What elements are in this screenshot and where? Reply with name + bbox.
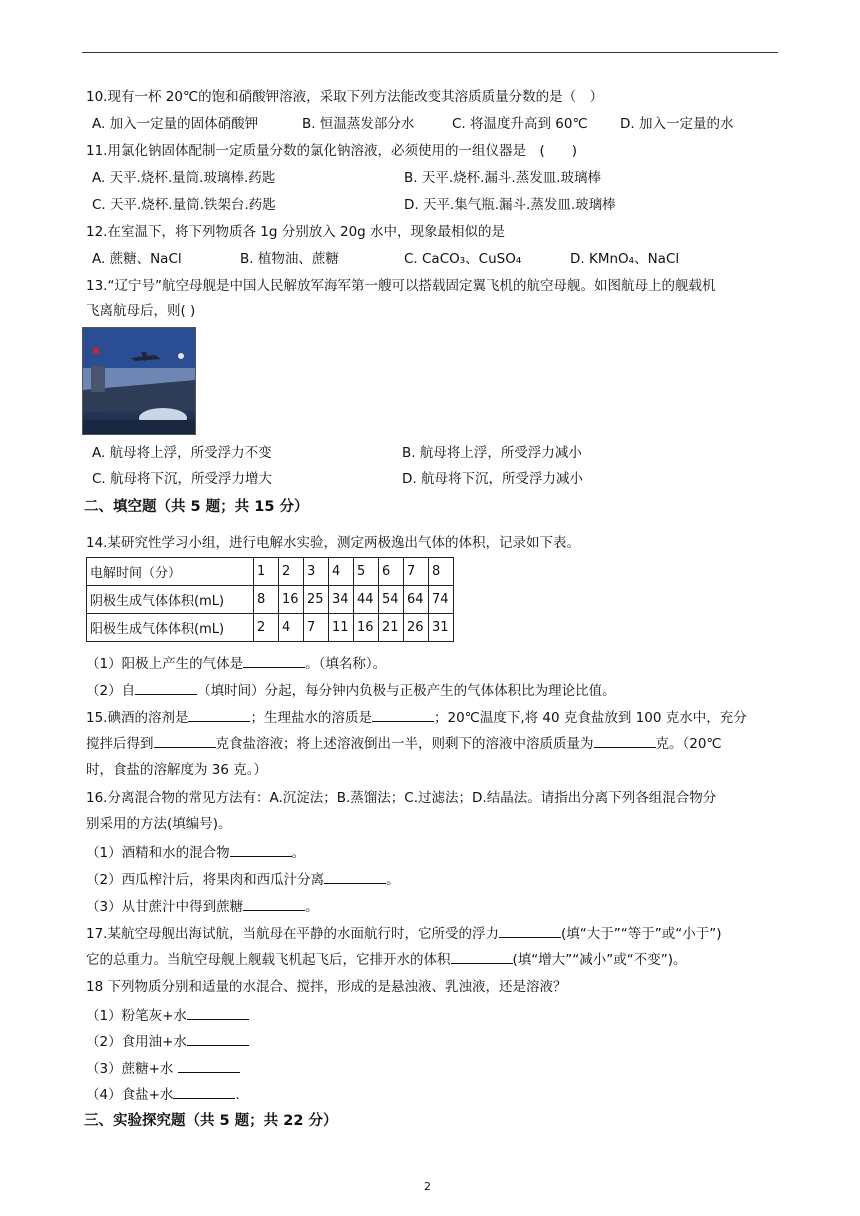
table-cell: 3: [304, 558, 329, 586]
q18-item-text: （4）食盐+水: [86, 1087, 174, 1103]
q14-sub-1-tail: 。（填名称）。: [305, 656, 387, 672]
q18-item-end: .: [235, 1087, 240, 1103]
question-17-line2: [86, 950, 687, 969]
electrolysis-table: [86, 557, 454, 642]
table-row-label: 阴极生成气体体积(mL): [87, 586, 254, 614]
q18-item-1: [86, 1006, 249, 1025]
answer-blank[interactable]: [173, 1085, 235, 1099]
q14-sub-2-tail: （填时间）分起，每分钟内负极与正极产生的气体体积比为理论比值。: [197, 683, 616, 699]
q17-text: 17.某航空母舰出海试航，当航母在平静的水面航行时，它所受的浮力: [86, 926, 499, 942]
q15-text: 搅拌后得到: [86, 736, 154, 752]
answer-blank[interactable]: [451, 950, 513, 964]
question-17-line1: [86, 924, 721, 943]
q10-option-a: A. 加入一定量的固体硝酸钾: [92, 116, 259, 132]
table-cell: 16: [279, 586, 304, 614]
q15-text: ；生理盐水的溶质是: [250, 710, 372, 726]
table-cell: 7: [404, 558, 429, 586]
q13-option-b: B. 航母将上浮，所受浮力减小: [402, 445, 582, 461]
q11-option-b: B. 天平.烧杯.漏斗.蒸发皿.玻璃棒: [404, 170, 602, 186]
table-cell: 31: [429, 614, 454, 642]
q18-item-text: （3）蔗糖+水: [86, 1061, 178, 1077]
question-13-stem-line1: 13.“辽宁号”航空母舰是中国人民解放军海军第一艘可以搭载固定翼飞机的航空母舰。如图航母上的舰载机: [86, 278, 716, 294]
section-2-title: 二、填空题（共 5 题；共 15 分）: [84, 499, 309, 515]
q17-text: (填“增大”“减小”或“不变”)。: [512, 952, 687, 968]
answer-blank[interactable]: [594, 734, 656, 748]
q16-sub-end: 。: [305, 899, 319, 915]
table-row: [87, 558, 454, 586]
q16-sub-2: [86, 870, 400, 889]
aircraft-carrier-photo: [82, 327, 196, 435]
q16-sub-1-text: （1）酒精和水的混合物: [86, 845, 230, 861]
q17-text: 它的总重力。当航空母舰上舰载飞机起飞后，它排开水的体积: [86, 952, 451, 968]
q13-option-a: A. 航母将上浮，所受浮力不变: [92, 445, 272, 461]
q12-option-a: A. 蔗糖、NaCl: [92, 251, 182, 267]
table-cell: 11: [329, 614, 354, 642]
q16-sub-1: [86, 843, 305, 862]
question-12-stem: 12.在室温下，将下列物质各 1g 分别放入 20g 水中，现象最相似的是: [86, 224, 506, 240]
question-15-line1: [86, 708, 747, 727]
q18-item-4: [86, 1085, 240, 1104]
table-row: [87, 586, 454, 614]
answer-blank[interactable]: [187, 1006, 249, 1020]
header-rule: [82, 52, 778, 53]
q16-sub-3: [86, 897, 319, 916]
table-cell: 64: [404, 586, 429, 614]
table-cell: 21: [379, 614, 404, 642]
question-10-stem: 10.现有一杯 20℃的饱和硝酸钾溶液，采取下列方法能改变其溶质质量分数的是（ ）: [86, 89, 604, 105]
q15-text: 15.碘酒的溶剂是: [86, 710, 189, 726]
table-cell: 4: [329, 558, 354, 586]
question-18-stem: 18 下列物质分别和适量的水混合、搅拌，形成的是悬浊液、乳浊液，还是溶液？: [86, 979, 567, 995]
answer-blank[interactable]: [188, 708, 250, 722]
page-number: 2: [424, 1180, 431, 1193]
answer-blank[interactable]: [499, 924, 561, 938]
table-cell: 34: [329, 586, 354, 614]
table-cell: 26: [404, 614, 429, 642]
answer-blank[interactable]: [372, 708, 434, 722]
section-3-title: 三、实验探究题（共 5 题；共 22 分）: [84, 1113, 338, 1129]
table-cell: 44: [354, 586, 379, 614]
q16-sub-end: 。: [386, 872, 400, 888]
table-cell: 7: [304, 614, 329, 642]
q15-text: 克。（20℃: [655, 736, 722, 752]
table-cell: 4: [279, 614, 304, 642]
table-cell: 1: [254, 558, 279, 586]
answer-blank[interactable]: [230, 843, 292, 857]
q16-sub-3-text: （3）从甘蔗汁中得到蔗糖: [86, 899, 244, 915]
q12-option-d: D. KMnO₄、NaCl: [570, 251, 680, 267]
q18-item-2: [86, 1032, 249, 1051]
q18-item-3: [86, 1059, 240, 1078]
table-row-label: 电解时间（分）: [87, 558, 254, 586]
q15-text: 克食盐溶液；将上述溶液倒出一半，则剩下的溶液中溶质质量为: [215, 736, 594, 752]
q15-text: ；20℃温度下,将 40 克食盐放到 100 克水中，充分: [433, 710, 747, 726]
question-15-line3: 时，食盐的溶解度为 36 克。）: [86, 762, 268, 778]
table-cell: 25: [304, 586, 329, 614]
q14-sub-1: [86, 654, 386, 673]
answer-blank[interactable]: [243, 654, 305, 668]
table-cell: 2: [279, 558, 304, 586]
answer-blank[interactable]: [243, 897, 305, 911]
table-cell: 16: [354, 614, 379, 642]
q17-text: (填“大于”“等于”或“小于”): [560, 926, 722, 942]
table-cell: 6: [379, 558, 404, 586]
q11-option-d: D. 天平.集气瓶.漏斗.蒸发皿.玻璃棒: [404, 197, 616, 213]
q14-sub-1-text: （1）阳极上产生的气体是: [86, 656, 244, 672]
q18-item-text: （1）粉笔灰+水: [86, 1008, 187, 1024]
q12-option-b: B. 植物油、蔗糖: [240, 251, 339, 267]
q16-sub-2-text: （2）西瓜榨汁后，将果肉和西瓜汁分离: [86, 872, 325, 888]
table-cell: 74: [429, 586, 454, 614]
answer-blank[interactable]: [187, 1032, 249, 1046]
question-16-stem-line1: 16.分离混合物的常见方法有：A.沉淀法；B.蒸馏法；C.过滤法；D.结晶法。请指出分离下列各组混合物分: [86, 790, 717, 806]
q11-option-a: A. 天平.烧杯.量筒.玻璃棒.药匙: [92, 170, 276, 186]
q10-option-c: C. 将温度升高到 60℃: [452, 116, 588, 132]
answer-blank[interactable]: [324, 870, 386, 884]
question-15-line2: [86, 734, 722, 753]
q18-item-text: （2）食用油+水: [86, 1034, 187, 1050]
q16-sub-end: 。: [291, 845, 306, 861]
q11-option-c: C. 天平.烧杯.量筒.铁架台.药匙: [92, 197, 276, 213]
q13-option-c: C. 航母将下沉，所受浮力增大: [92, 471, 273, 487]
question-13-stem-line2: 飞离航母后，则( ): [86, 303, 196, 319]
question-11-stem: 11.用氯化钠固体配制一定质量分数的氯化钠溶液，必须使用的一组仪器是 ( ): [86, 143, 578, 159]
question-16-stem-line2: 别采用的方法(填编号)。: [86, 816, 232, 832]
answer-blank[interactable]: [178, 1059, 240, 1073]
answer-blank[interactable]: [135, 681, 197, 695]
q14-sub-2-text: （2）自: [86, 683, 136, 699]
q13-option-d: D. 航母将下沉，所受浮力减小: [402, 471, 583, 487]
table-cell: 54: [379, 586, 404, 614]
q14-sub-2: [86, 681, 616, 700]
table-cell: 2: [254, 614, 279, 642]
table-cell: 8: [429, 558, 454, 586]
q10-option-d: D. 加入一定量的水: [620, 116, 734, 132]
q12-option-c: C. CaCO₃、CuSO₄: [404, 251, 522, 267]
answer-blank[interactable]: [154, 734, 216, 748]
table-cell: 5: [354, 558, 379, 586]
table-row-label: 阳极生成气体体积(mL): [87, 614, 254, 642]
question-14-stem: 14.某研究性学习小组，进行电解水实验，测定两极逸出气体的体积，记录如下表。: [86, 535, 580, 551]
q10-option-b: B. 恒温蒸发部分水: [302, 116, 415, 132]
table-row: [87, 614, 454, 642]
table-cell: 8: [254, 586, 279, 614]
